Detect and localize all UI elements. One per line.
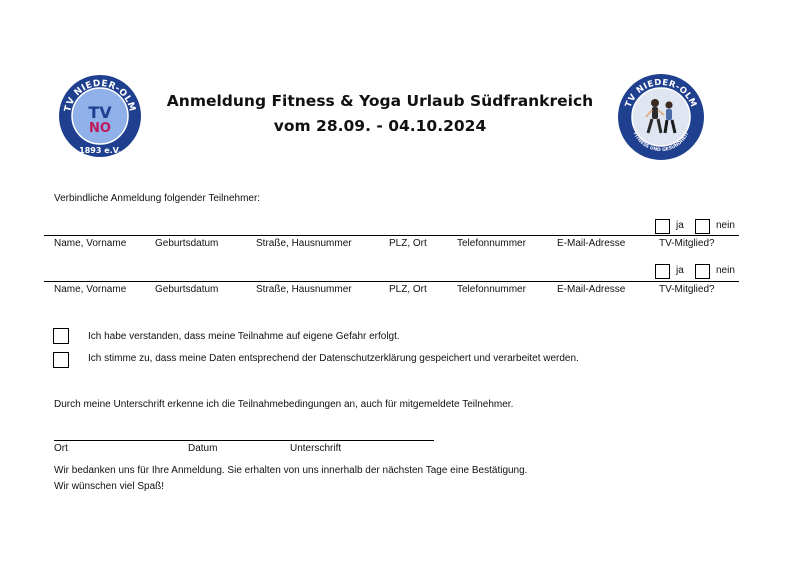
participant-line-2[interactable] [44,281,739,282]
member-no-checkbox-2[interactable] [695,264,710,279]
club-logo-right-graphic [617,73,705,161]
col-name-1: Name, Vorname [54,238,127,249]
logo-right-bottom-text: FITNESS UND GESUNDHEIT [631,131,691,154]
member-yes-checkbox-1[interactable] [655,219,670,234]
col-member-2: TV-Mitglied? [659,284,715,295]
logo-left-arc-text: TV NIEDER-OLM [63,78,137,113]
col-email-2: E-Mail-Adresse [557,284,626,295]
member-yes-label-1: ja [676,220,684,231]
intro-text: Verbindliche Anmeldung folgender Teilnehmer: [54,193,261,204]
consent-privacy-checkbox[interactable] [53,352,69,368]
member-yes-label-2: ja [676,265,684,276]
club-logo-left-graphic [58,74,142,158]
col-member-1: TV-Mitglied? [659,238,715,249]
col-street-2: Straße, Hausnummer [256,284,352,295]
signature-place-label: Ort [54,443,68,454]
col-phone-2: Telefonnummer [457,284,526,295]
signature-sign-label: Unterschrift [290,443,342,454]
col-birthdate-2: Geburtsdatum [155,284,219,295]
club-logo-left [58,74,142,158]
member-no-checkbox-1[interactable] [695,219,710,234]
member-no-label-1: nein [716,220,735,231]
logo-left-tv: TV [88,103,112,122]
col-email-1: E-Mail-Adresse [557,238,626,249]
closing-thanks: Wir bedanken uns für Ihre Anmeldung. Sie erhalten von uns innerhalb der nächsten Tage eine Bestätigung. [54,465,528,476]
signature-intro: Durch meine Unterschrift erkenne ich die Teilnahmebedingungen an, auch für mitgemeldete Teilnehmer. [54,399,514,410]
col-street-1: Straße, Hausnummer [256,238,352,249]
club-logo-right [617,73,705,161]
logo-left-no: NO [89,121,111,136]
consent-risk-label: Ich habe verstanden, dass meine Teilnahme auf eigene Gefahr erfolgt. [88,331,400,342]
col-name-2: Name, Vorname [54,284,127,295]
col-phone-1: Telefonnummer [457,238,526,249]
logo-left-year: 1893 e.V. [79,146,121,155]
col-zip-city-2: PLZ, Ort [389,284,427,295]
col-birthdate-1: Geburtsdatum [155,238,219,249]
closing-wish: Wir wünschen viel Spaß! [54,481,165,492]
participant-line-1[interactable] [44,235,739,236]
member-yes-checkbox-2[interactable] [655,264,670,279]
page-subtitle-dates: vom 28.09. - 04.10.2024 [273,117,487,135]
member-no-label-2: nein [716,265,735,276]
logo-right-arc-text: TV NIEDER-OLM [623,77,699,110]
page-title: Anmeldung Fitness & Yoga Urlaub Südfrankreich [166,92,594,110]
signature-line[interactable] [54,440,434,441]
consent-privacy-label: Ich stimme zu, dass meine Daten entsprechend der Datenschutzerklärung gespeichert und verarbeitet werden. [88,353,579,364]
col-zip-city-1: PLZ, Ort [389,238,427,249]
signature-date-label: Datum [188,443,218,454]
consent-risk-checkbox[interactable] [53,328,69,344]
